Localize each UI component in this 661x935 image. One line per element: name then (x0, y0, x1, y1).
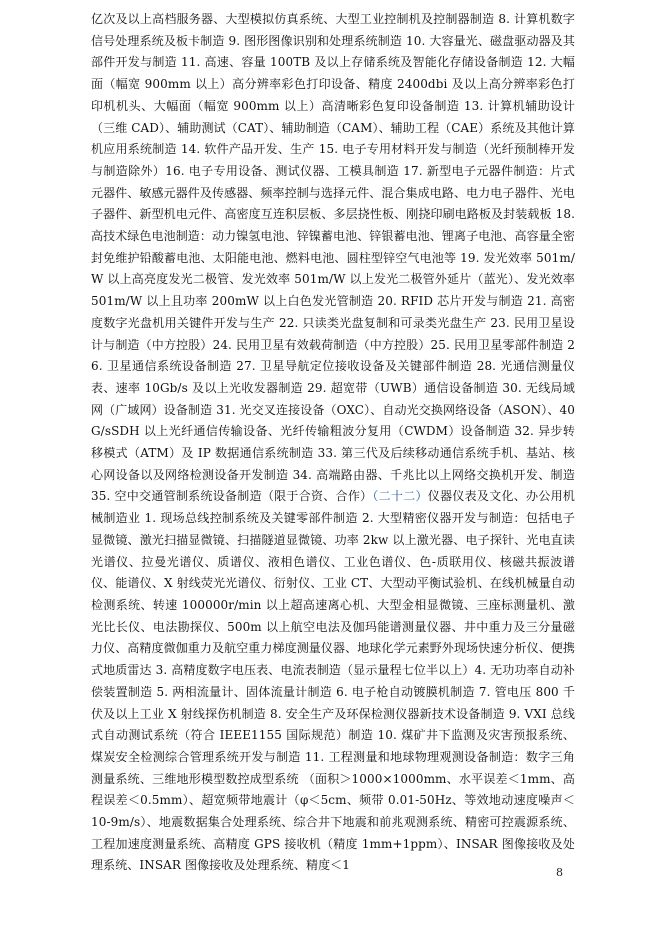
section-heading-22: （二十二） (372, 489, 428, 504)
body-text-part-2: 仪器仪表及文化、办公用机械制造业 1. 现场总线控制系统及关键零部件制造 2. 大型精密仪器开发与制造：包括电子显微镜、激光扫描显微镜、扫描隧道显微镜、功率 2kw 以上激光器、电子探针、光电直读光谱仪、拉曼光谱仪、质谱仪、液相色谱仪、工业色谱仪、色-质联用仪、核磁共振波谱仪、能谱仪、X 射线荧光光谱仪、衍射仪、工业 CT、大型动平衡试验机、在线机械量自动检测系统、转速 100000r/min 以上超高速离心机、大型金相显微镜、三座标测量机、激光比长仪、电法勘探仪、500m 以上航空电法及伽玛能谱测量仪器、井中重力及三分量磁力仪、高精度微伽重力及航空重力梯度测量仪器、地球化学元素野外现场快速分析仪、便携式地质雷达 3. 高精度数字电压表、电流表制造（显示量程七位半以上）4. 无功功率自动补偿装置制造 5. 两相流量计、固体流量计制造 6. 电子枪自动镀膜机制造 7. 管电压 800 千伏及以上工业 X 射线探伤机制造 8. 安全生产及环保检测仪器新技术设备制造 9. VXI 总线式自动测试系统（符合 IEEE1155 国际规范）制造 10. 煤矿井下监测及灾害预报系统、煤炭安全检测综合管理系统开发与制造 11. 工程测量和地球物理观测设备制造：数字三角测量系统、三维地形模型数控成型系统 （面积＞1000×1000mm、水平误差＜1mm、高程误差＜0.5mm）、超宽频带地震计（φ＜5cm、频带 0.01-50Hz、等效地动速度噪声＜10-9m/s）、地震数据集合处理系统、综合井下地震和前兆观测系统、精密可控震源系统、工程加速度测量系统、高精度 GPS 接收机（精度 1mm+1ppm）、INSAR 图像接收及处理系统、INSAR 图像接收及处理系统、精度＜1 (91, 489, 576, 873)
page-number: 8 (556, 866, 563, 879)
body-paragraph (91, 9, 575, 877)
body-text-part-1: 亿次及以上高档服务器、大型模拟仿真系统、大型工业控制机及控制器制造 8. 计算机数字信号处理系统及板卡制造 9. 图形图像识别和处理系统制造 10. 大容量光、磁盘驱动器及其部件开发与制造 11. 高速、容量 100TB 及以上存储系统及智能化存储设备制造 12. 大幅面（幅宽 900mm 以上）高分辨率彩色打印设备、精度 2400dbi 及以上高分辨率彩色打印机机头、大幅面（幅宽 900mm 以上）高清晰彩色复印设备制造 13. 计算机辅助设计（三维 CAD）、辅助测试（CAT）、辅助制造（CAM）、辅助工程（CAE）系统及其他计算机应用系统制造 14. 软件产品开发、生产 15. 电子专用材料开发与制造（光纤预制棒开发与制造除外）16. 电子专用设备、测试仪器、工模具制造 17. 新型电子元器件制造：片式元器件、敏感元器件及传感器、频率控制与选择元件、混合集成电路、电力电子器件、光电子器件、新型机电元件、高密度互连积层板、多层挠性板、刚挠印刷电路板及封装载板 18. 高技术绿色电池制造：动力镍氢电池、锌镍蓄电池、锌银蓄电池、锂离子电池、高容量全密封免维护铅酸蓄电池、太阳能电池、燃料电池、圆柱型锌空气电池等 19. 发光效率 501m/W 以上高亮度发光二极管、发光效率 501m/W 以上发光二极管外延片（蓝光）、发光效率 501m/W 以上且功率 200mW 以上白色发光管制造 20. RFID 芯片开发与制造 21. 高密度数字光盘机用关键件开发与生产 22. 只读类光盘复制和可录类光盘生产 23. 民用卫星设计与制造（中方控股）24. 民用卫星有效载荷制造（中方控股）25. 民用卫星零部件制造 26. 卫星通信系统设备制造 27. 卫星导航定位接收设备及关键部件制造 28. 光通信测量仪表、速率 10Gb/s 及以上光收发器制造 29. 超宽带（UWB）通信设备制造 30. 无线局域网（广域网）设备制造 31. 光交叉连接设备（OXC）、自动光交换网络设备（ASON）、40G/sSDH 以上光纤通信传输设备、光纤传输粗波分复用（CWDM）设备制造 32. 异步转移模式（ATM）及 IP 数据通信系统制造 33. 第三代及后续移动通信系统手机、基站、核心网设备以及网络检测设备开发制造 34. 高端路由器、千兆比以上网络交换机开发、制造 35. 空中交通管制系统设备制造（限于合资、合作） (91, 12, 576, 504)
